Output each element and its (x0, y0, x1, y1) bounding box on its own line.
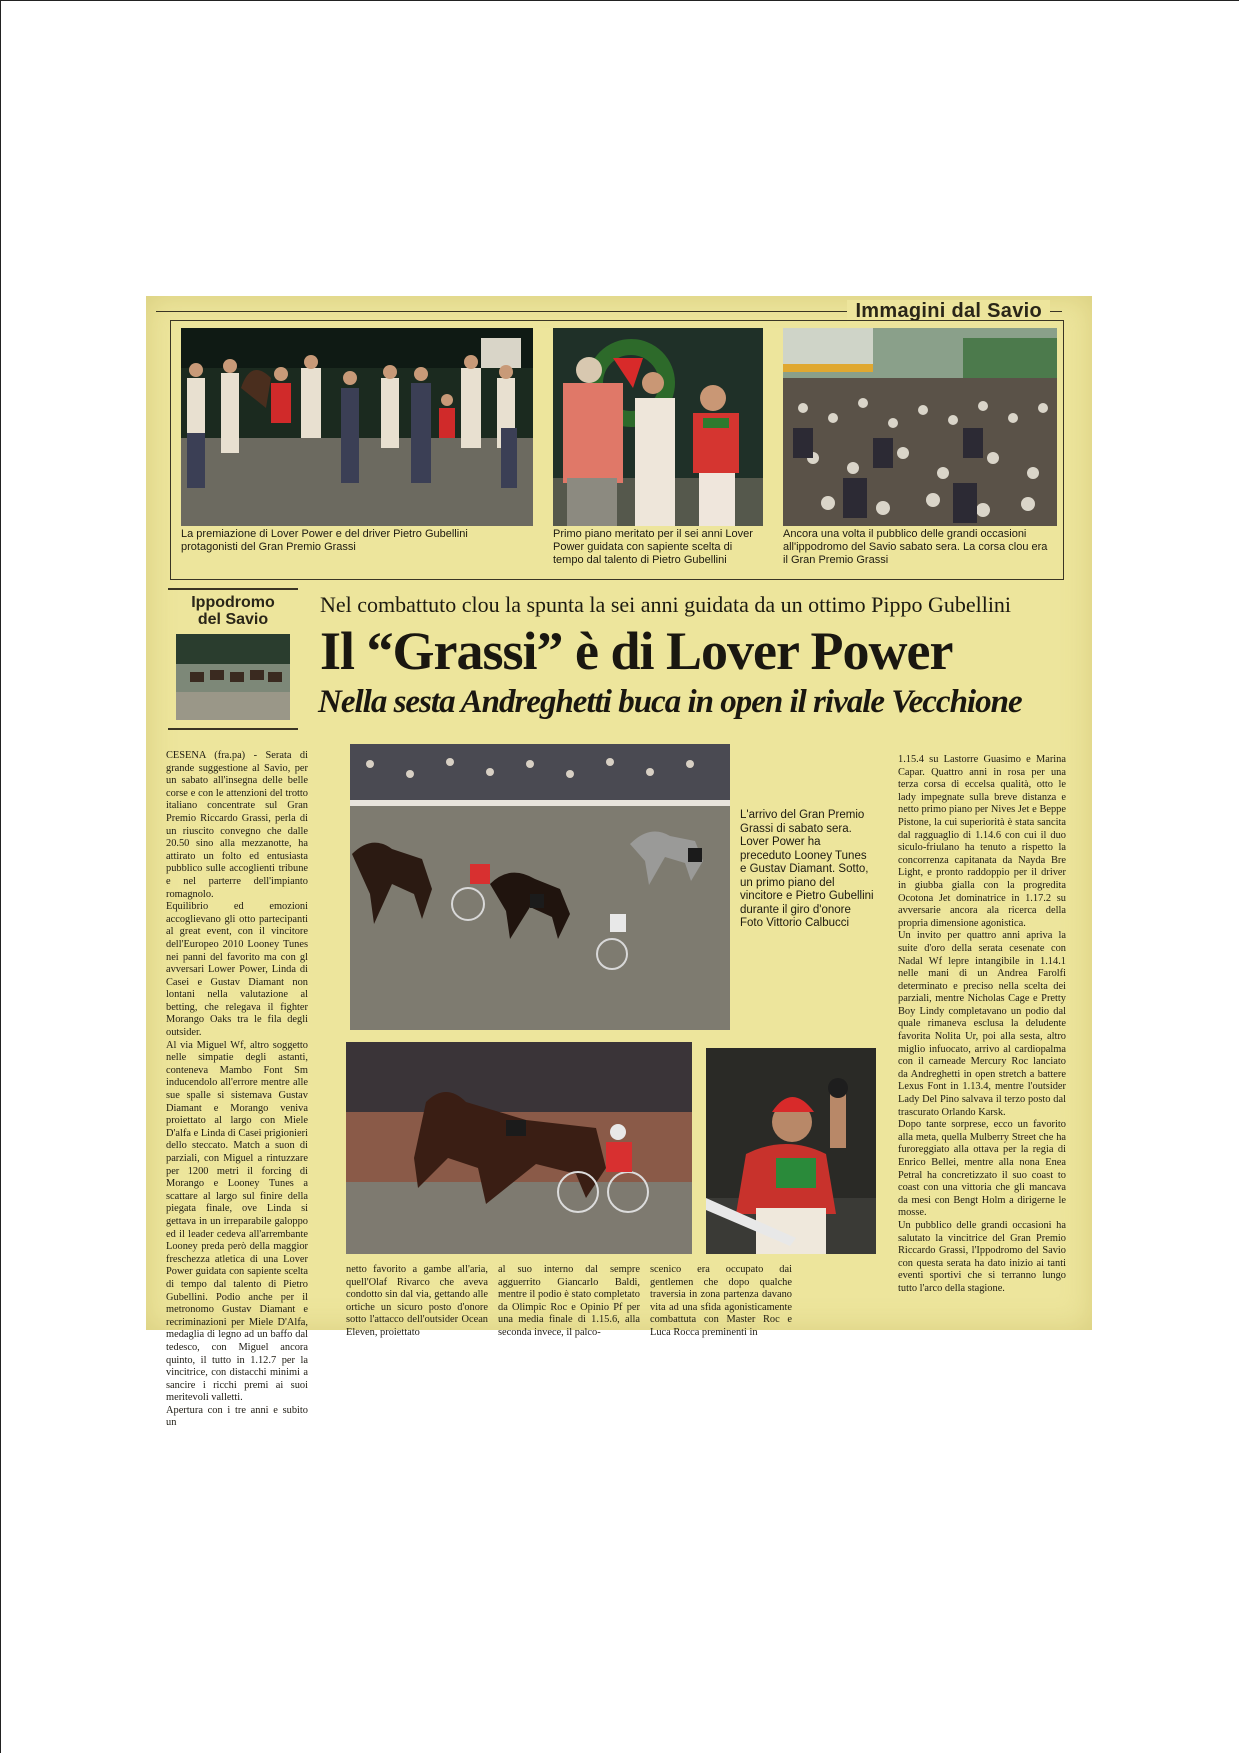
photo-wreath (553, 328, 763, 526)
article-paragraph: CESENA (fra.pa) - Serata di grande suggestione al Savio, per un sabato all'insegna delle belle corse e con le attenzioni del trotto italiano concentrate sul Gran Premio Riccardo Grassi, perla di un riuscito convegno che dalle 20.50 sino alla mezzanotte, ha attirato un folto ed entusiasta pubblico sulle accoglienti tribune e nel parterre dell'impianto romagnolo. (166, 750, 308, 900)
race-photo-caption (740, 809, 874, 931)
kicker-box (168, 588, 298, 730)
article-column-4: scenico era occupato dai gentlemen che dopo qualche traversia in zona partenza davano vita ad una sfida agonisticamente combattuta con Master Roc e Luca Rocca preminenti in (650, 1264, 792, 1338)
photo-caption-3: Ancora una volta il pubblico delle grandi occasioni all'ippodromo del Savio sabato sera. La corsa clou era il Gran Premio Grassi (783, 528, 1048, 566)
article-paragraph: Apertura con i tre anni e subito un (166, 1404, 308, 1429)
photo-award-ceremony (181, 328, 533, 526)
article-column-2: netto favorito a gambe all'aria, quell'Olaf Rivarco che aveva condotto sin dal via, gettando alle ortiche un sicuro posto d'onore sotto l'attacco dell'outsider Ocean Eleven, proiettato (346, 1264, 488, 1338)
article-overline: Nel combattuto clou la spunta la sei anni guidata da un ottimo Pippo Gubellini (320, 592, 1012, 617)
article-paragraph: Equilibrio ed emozioni accoglievano gli otto partecipanti al great event, con il vincitore dell'Europeo 2010 Looney Tunes nei panni del favorito ma con gl avversari Lower Power, Linda di Casei e Gustav Diamant non lontani nella valutazione al betting, che relegava il fighter Morango Oaks tra le fila degli outsider. (166, 901, 308, 1039)
article-paragraph: Al via Miguel Wf, altro soggetto nelle simpatie degli astanti, conteneva Mambo Font Sm inducendolo all'errore mentre alle sue spalle si sistemava Gustav Diamant e Morango veniva proiettato al largo con Miele D'alfa e Linda di Casei prigionieri dello steccato. Match a suon di parziali, con Miguel a rintuzzare per 1200 metri il forcing di Morango e Looney Tunes a scattare al largo sul finire della piegata finale, ove Linda si gettava in un irreparabile galoppo ed il leader cedeva all'arrembante Looney preda però della maggior freschezza atletica di una Lover Power guidata con sapiente scelta di tempo dal talento di Pietro Gubellini. Podio anche per il metronomo Gustav Diamant e recriminazioni per Miele D'Alfa, medaglia di legno ad un baffo dal tedesco, con Miguel ancora quinto, il tutto in 1.12.7 per la vincitrice, con distacchi minimi a sancire i ricchi premi ai suoi meritevoli valletti. (166, 1039, 308, 1404)
kicker-line-1: Ippodromo (191, 594, 275, 611)
article-paragraph: 1.15.4 su Lastorre Guasimo e Marina Capar. Quattro anni in rosa per una terza corsa di eccelsa qualità, otto le lady impegnate sulla breve distanza e netto primo piano per Nives Jet e Beppe Pistone, la cui superiorità è stata sancita dal ragguaglio di 1.14.6 con cui il duo siculo-friulano ha tenuto a rispetto la concorrenza capitanata da Nayda Bre Light, e pronto raddoppio per il driver in giubba gialla con la progredita Ocotona Jet dominatrice in 1.17.2 su avversarie ancora ala ricerca della propria dimensione agonistica. (898, 754, 1066, 929)
article-paragraph: Dopo tante sorprese, ecco un favorito alla meta, quella Mulberry Street che ha furoreggiato alla ottava per la regia di Enrico Bellei, mentre alla nona Enea Petral ha concretizzato il suo coast to coast con una vittoria che gli mancava da mesi con Bengt Holm a dirigerne le mosse. (898, 1119, 1066, 1219)
article-paragraph: Un pubblico delle grandi occasioni ha salutato la vincitrice del Gran Premio Riccardo Grassi, l'Ippodromo del Savio con questa serata ha dato inizio ai tanti eventi sportivi che si terranno lungo tutto l'arco della stagione. (898, 1219, 1066, 1294)
photo-crowd (783, 328, 1057, 526)
photo-gallery (170, 320, 1064, 580)
article-column-5 (898, 754, 1066, 1296)
photo-race-finish (350, 744, 730, 1030)
section-label: Immagini dal Savio (847, 300, 1050, 323)
kicker-line-2: del Savio (197, 611, 269, 628)
race-photo-credit: Foto Vittorio Calbucci (740, 917, 850, 929)
article-column-1 (166, 750, 308, 1430)
article-column-3: al suo interno dal sempre agguerrito Giancarlo Baldi, mentre il podio è stato completato da Olimpic Roc e Opinio Pf per una media finale di 1.15.6, alla seconda invece, il palco- (498, 1264, 640, 1338)
photo-caption-1: La premiazione di Lover Power e del driver Pietro Gubellini protagonisti del Gran Premio Grassi (181, 528, 468, 553)
photo-caption-2: Primo piano meritato per il sei anni Lover Power guidata con sapiente scelta di tempo dal talento di Pietro Gubellini (553, 528, 753, 566)
article-paragraph: Un invito per quattro anni apriva la suite d'oro della serata cesenate con Nadal Wf lepre intangibile in 1.14.1 nelle mani di un Andrea Farolfi determinato e preciso nella scelta dei parziali, mentre Nicholas Cage e Pretty Boy Lindy completavano un podio dal quale rimaneva esclusa la deludente favorita Nolita Ur, poi alla sesta, altro miglio infuocato, arrivo al cardiopalma con il carneade Mercury Roc lanciato da Andreghetti in open stretch a battere Lexus Font in 1.13.4, mentre l'outsider Lady Del Pino salvava il terzo posto dal trascurato Orlando Karsk. (898, 930, 1066, 1118)
photo-driver (706, 1048, 876, 1254)
kicker-photo (176, 634, 290, 720)
article-subhead: Nella sesta Andreghetti buca in open il rivale Vecchione (318, 684, 1022, 720)
race-photo-caption-text: L'arrivo del Gran Premio Grassi di sabato sera. Lover Power ha preceduto Looney Tunes e Gustav Diamant. Sotto, un primo piano del vincitore e Pietro Gubellini durante il giro d'onore (740, 809, 874, 916)
kicker-title (168, 594, 298, 628)
photo-winning-horse (346, 1042, 692, 1254)
newspaper-clipping (146, 296, 1092, 1429)
article-headline: Il “Grassi” è di Lover Power (320, 621, 953, 681)
